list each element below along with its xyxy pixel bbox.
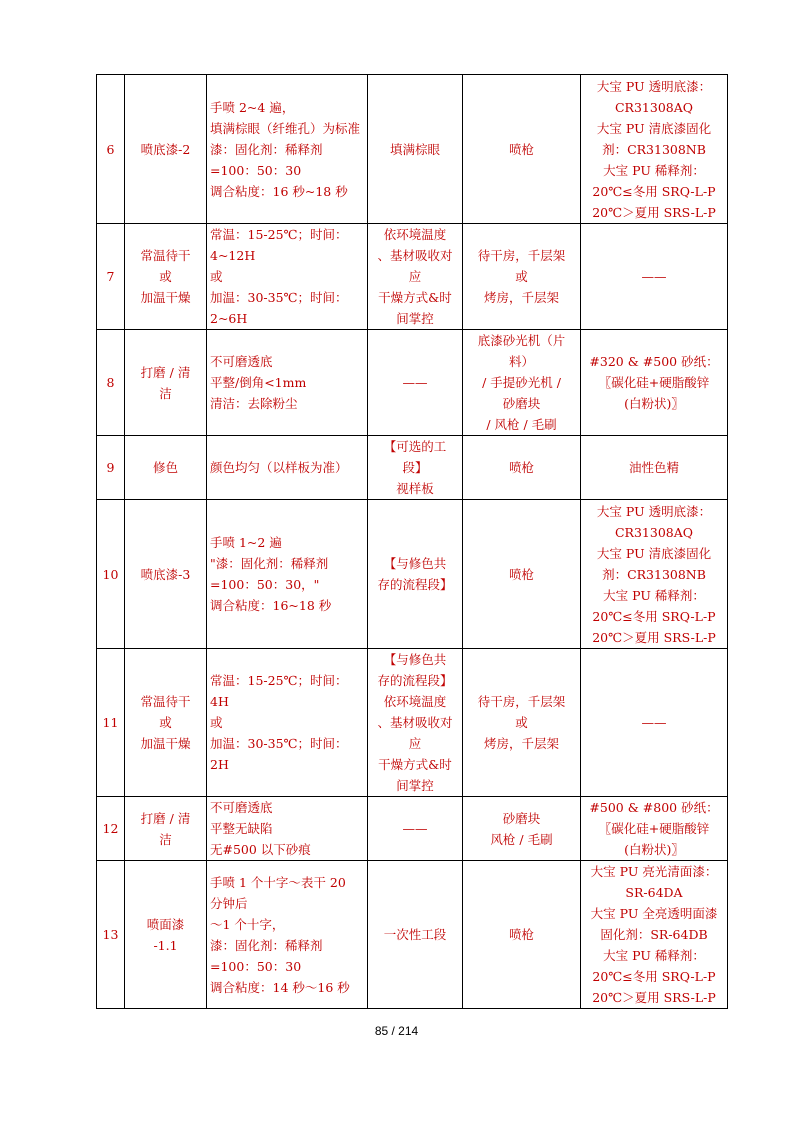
cell-line: 大宝 PU 稀释剂： — [603, 162, 705, 178]
cell-line: 喷面漆 — [146, 916, 185, 932]
process-table — [96, 74, 728, 1009]
step-number-cell: 9 — [97, 436, 125, 500]
step-number-cell: 6 — [97, 75, 125, 224]
tool-cell — [463, 330, 581, 436]
cell-line: —— — [641, 715, 667, 730]
phase-cell — [368, 75, 463, 224]
cell-line: 存的流程段】 — [377, 577, 453, 592]
cell-line: 间掌控 — [396, 311, 434, 326]
cell-line: 喷枪 — [508, 460, 534, 475]
cell-line: / 风枪 / 毛刷 — [486, 417, 557, 432]
cell-line: 打磨 / 清 — [140, 810, 191, 826]
cell-line: 喷底漆-3 — [140, 566, 191, 582]
cell-line: 2~6H — [210, 311, 248, 326]
description-cell — [207, 330, 368, 436]
cell-line: 常温待干 — [140, 694, 191, 709]
table-row — [97, 500, 728, 649]
cell-line: 底漆砂光机（片 — [477, 333, 566, 348]
cell-line: "漆：固化剂：稀释剂 — [210, 556, 329, 571]
cell-line: 平整无缺陷 — [210, 821, 273, 836]
cell-line: 【与修色共 — [383, 652, 447, 667]
cell-line: 20℃＞夏用 SRS-L-P — [592, 629, 716, 645]
tool-cell — [463, 436, 581, 500]
table-row — [97, 649, 728, 797]
cell-line: 大宝 PU 透明底漆： — [596, 503, 712, 519]
cell-line: 加温干燥 — [140, 290, 191, 305]
cell-line: 大宝 PU 稀释剂： — [603, 587, 705, 603]
description-cell — [207, 649, 368, 797]
cell-line: 烤房，千层架 — [483, 290, 559, 305]
cell-line: 4H — [210, 694, 229, 709]
process-cell — [125, 861, 207, 1009]
cell-line: 加温：30-35℃；时间： — [210, 736, 348, 751]
description-cell — [207, 436, 368, 500]
cell-line: 大宝 PU 稀释剂： — [603, 948, 705, 963]
cell-line: 依环境温度 — [383, 694, 447, 709]
process-cell — [125, 649, 207, 797]
cell-line: 或 — [159, 269, 172, 284]
material-cell — [581, 330, 728, 436]
cell-line: CR31308AQ — [614, 99, 693, 115]
cell-line: 、基材吸收对 — [377, 248, 453, 263]
phase-cell — [368, 330, 463, 436]
cell-line: 〖碳化硅+硬脂酸锌 — [598, 821, 710, 836]
cell-line: 大宝 PU 透明底漆： — [596, 78, 712, 94]
description-cell — [207, 861, 368, 1009]
table-row — [97, 75, 728, 224]
cell-line: 颜色均匀（以样板为准） — [210, 460, 348, 475]
cell-line: 干燥方式&时 — [378, 290, 452, 305]
cell-line: 剂：CR31308NB — [602, 566, 706, 582]
material-cell — [581, 500, 728, 649]
step-number-cell: 11 — [97, 649, 125, 797]
cell-line: SR-64DA — [625, 885, 683, 900]
cell-line: —— — [402, 375, 428, 390]
table-row — [97, 330, 728, 436]
table-row — [97, 861, 728, 1009]
process-cell — [125, 224, 207, 330]
cell-line: 清洁：去除粉尘 — [210, 396, 298, 411]
cell-line: 4~12H — [210, 248, 256, 263]
cell-line: 分钟后 — [210, 895, 248, 911]
material-cell — [581, 75, 728, 224]
table-row — [97, 224, 728, 330]
cell-line: 修色 — [152, 460, 178, 475]
description-cell — [207, 797, 368, 861]
cell-line: 视样板 — [396, 481, 434, 496]
tool-cell — [463, 649, 581, 797]
cell-line: 砂磨块 — [502, 396, 541, 411]
cell-line: 或 — [210, 715, 223, 730]
cell-line: =100：50：30 — [210, 162, 302, 178]
cell-line: 砂磨块 — [502, 810, 541, 826]
cell-line: 或 — [515, 715, 528, 730]
cell-line: 填满棕眼（纤维孔）为标准 — [210, 120, 361, 136]
material-cell — [581, 797, 728, 861]
cell-line: 或 — [159, 715, 172, 730]
tool-cell — [463, 861, 581, 1009]
cell-line: 烤房，千层架 — [483, 736, 559, 751]
cell-line: 手喷 1~2 遍 — [210, 535, 282, 550]
table-row — [97, 797, 728, 861]
phase-cell — [368, 224, 463, 330]
cell-line: 【可选的工 — [383, 439, 447, 454]
cell-line: 、基材吸收对 — [377, 715, 453, 730]
cell-line: 洁 — [159, 831, 172, 847]
step-number-cell: 7 — [97, 224, 125, 330]
cell-line: 打磨 / 清 — [140, 364, 191, 380]
cell-line: 无#500 以下砂痕 — [210, 842, 311, 857]
cell-line: 【与修色共 — [383, 556, 447, 571]
cell-line: 20℃≤冬用 SRQ-L-P — [592, 183, 716, 199]
table-row — [97, 436, 728, 500]
material-cell — [581, 224, 728, 330]
tool-cell — [463, 500, 581, 649]
cell-line: 漆：固化剂：稀释剂 — [210, 141, 323, 157]
description-cell — [207, 224, 368, 330]
step-number-cell: 8 — [97, 330, 125, 436]
cell-line: 喷枪 — [508, 566, 534, 582]
cell-line: 料） — [508, 354, 534, 369]
cell-line: 待干房，千层架 — [477, 694, 566, 709]
description-cell — [207, 500, 368, 649]
cell-line: 20℃≤冬用 SRQ-L-P — [592, 969, 716, 984]
cell-line: 应 — [408, 736, 422, 751]
cell-line: ～1 个十字， — [210, 916, 285, 932]
cell-line: =100：50：30 — [210, 958, 302, 974]
cell-line: 调合粘度：16~18 秒 — [210, 598, 332, 613]
step-number-cell: 13 — [97, 861, 125, 1009]
phase-cell — [368, 861, 463, 1009]
cell-line: (白粉状)〗 — [624, 396, 684, 411]
cell-line: 油性色精 — [628, 460, 679, 475]
cell-line: #500 & #800 砂纸： — [589, 800, 719, 815]
cell-line: 间掌控 — [396, 778, 434, 793]
cell-line: 喷枪 — [508, 927, 534, 942]
cell-line: 大宝 PU 清底漆固化 — [596, 545, 712, 561]
cell-line: 加温：30-35℃；时间： — [210, 290, 348, 305]
tool-cell — [463, 75, 581, 224]
cell-line: 喷底漆-2 — [140, 141, 191, 157]
cell-line: 20℃≤冬用 SRQ-L-P — [592, 608, 716, 624]
cell-line: 加温干燥 — [140, 736, 191, 751]
description-cell — [207, 75, 368, 224]
cell-line: 调合粘度：14 秒～16 秒 — [210, 979, 350, 995]
cell-line: 干燥方式&时 — [378, 757, 452, 772]
cell-line: 剂：CR31308NB — [602, 141, 706, 157]
cell-line: / 手提砂光机 / — [482, 375, 561, 390]
cell-line: 大宝 PU 全亮透明面漆 — [590, 906, 718, 921]
cell-line: 一次性工段 — [383, 927, 447, 942]
cell-line: 常温：15-25℃；时间： — [210, 673, 348, 688]
cell-line: 依环境温度 — [383, 227, 447, 242]
page-number: 85 / 214 — [374, 1024, 419, 1038]
cell-line: 或 — [515, 269, 528, 284]
cell-line: 应 — [408, 269, 422, 284]
cell-line: 常温待干 — [140, 248, 191, 263]
process-cell — [125, 330, 207, 436]
phase-cell — [368, 436, 463, 500]
cell-line: 存的流程段】 — [377, 673, 453, 688]
material-cell — [581, 649, 728, 797]
cell-line: 固化剂：SR-64DB — [600, 927, 708, 942]
cell-line: 大宝 PU 清底漆固化 — [596, 120, 712, 136]
tool-cell — [463, 797, 581, 861]
cell-line: 20℃＞夏用 SRS-L-P — [592, 990, 716, 1005]
cell-line: 20℃＞夏用 SRS-L-P — [592, 204, 716, 220]
cell-line: —— — [402, 821, 428, 836]
process-cell — [125, 75, 207, 224]
process-cell — [125, 797, 207, 861]
cell-line: -1.1 — [153, 937, 178, 953]
cell-line: 风枪 / 毛刷 — [490, 831, 553, 847]
cell-line: 漆：固化剂：稀释剂 — [210, 937, 323, 953]
material-cell — [581, 861, 728, 1009]
process-cell — [125, 500, 207, 649]
phase-cell — [368, 500, 463, 649]
cell-line: 不可磨透底 — [210, 354, 273, 369]
cell-line: CR31308AQ — [614, 524, 693, 540]
cell-line: (白粉状)〗 — [624, 842, 684, 857]
tool-cell — [463, 224, 581, 330]
cell-line: 填满棕眼 — [389, 141, 440, 157]
cell-line: 不可磨透底 — [210, 800, 273, 815]
cell-line: 段】 — [402, 460, 428, 475]
step-number-cell: 10 — [97, 500, 125, 649]
cell-line: 手喷 2~4 遍， — [210, 99, 295, 115]
step-number-cell: 12 — [97, 797, 125, 861]
cell-line: 洁 — [159, 385, 172, 401]
cell-line: 常温：15-25℃；时间： — [210, 227, 348, 242]
cell-line: 喷枪 — [508, 141, 534, 157]
cell-line: 2H — [210, 757, 229, 772]
cell-line: 〖碳化硅+硬脂酸锌 — [598, 375, 710, 390]
process-cell — [125, 436, 207, 500]
cell-line: 或 — [210, 269, 223, 284]
cell-line: 待干房，千层架 — [477, 248, 566, 263]
material-cell — [581, 436, 728, 500]
phase-cell — [368, 649, 463, 797]
cell-line: 大宝 PU 亮光清面漆： — [590, 864, 718, 879]
cell-line: —— — [641, 269, 667, 284]
phase-cell — [368, 797, 463, 861]
cell-line: =100：50：30，" — [210, 577, 320, 592]
cell-line: 平整/倒角<1mm — [210, 375, 307, 390]
cell-line: 调合粘度：16 秒~18 秒 — [210, 183, 348, 199]
cell-line: 手喷 1 个十字～表干 20 — [210, 874, 346, 890]
cell-line: #320 & #500 砂纸： — [589, 354, 719, 369]
